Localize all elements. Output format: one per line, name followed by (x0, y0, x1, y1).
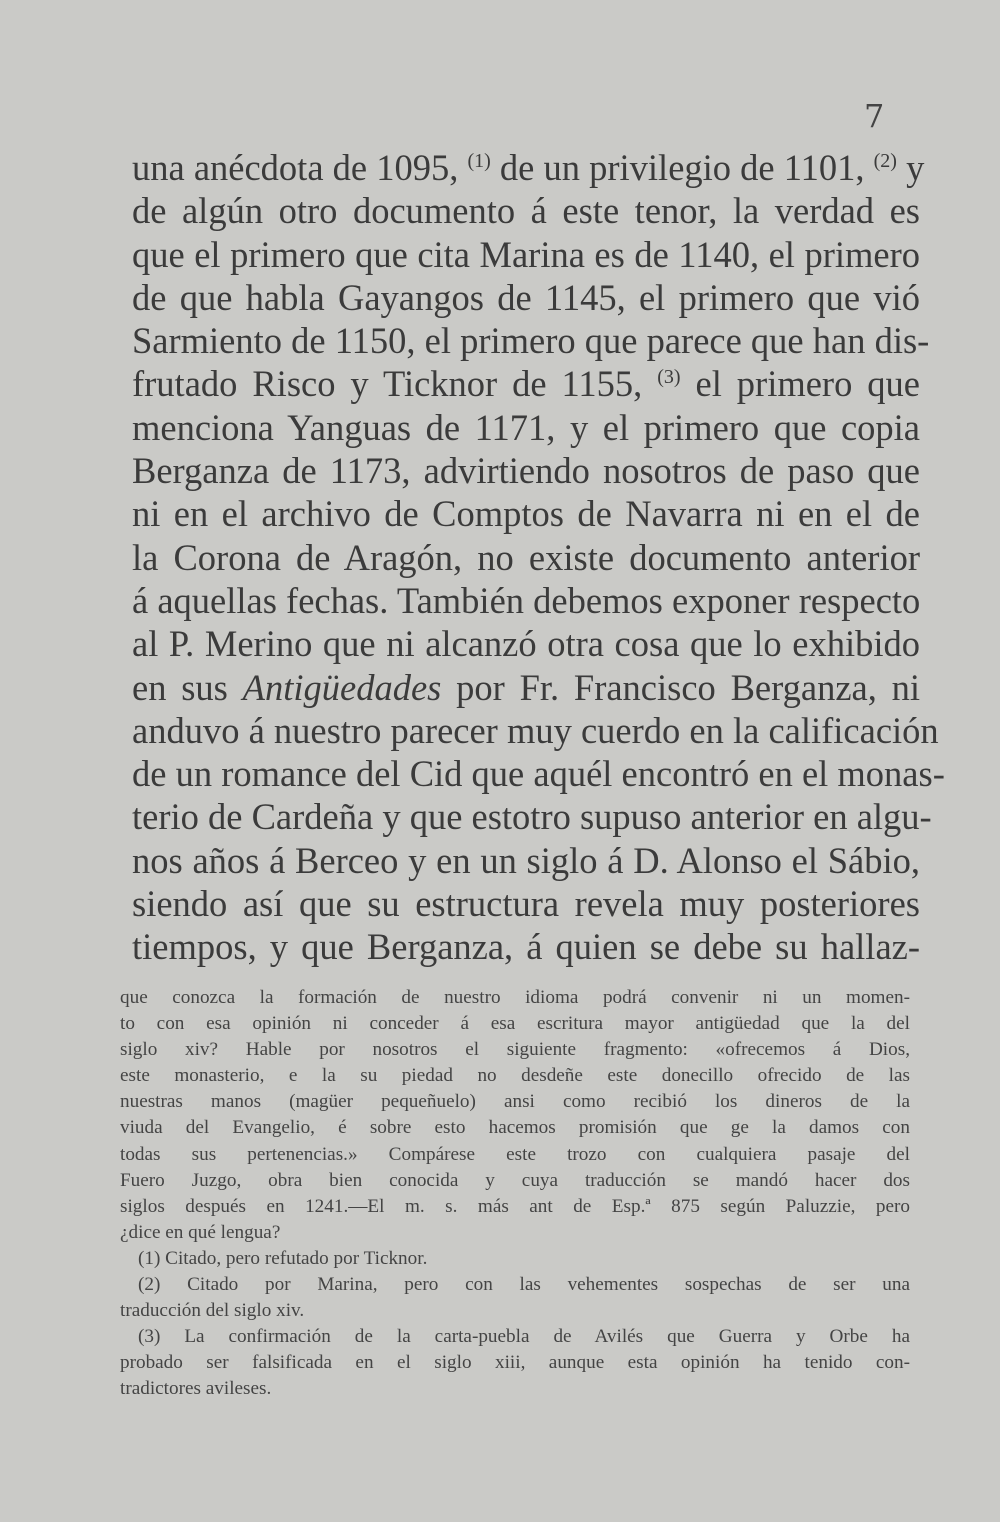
body-line: á aquellas fechas. También debemos exponer respecto (132, 579, 921, 621)
body-line: Sarmiento de 1150, el primero que parece que han dis- (132, 320, 930, 362)
footnote-2-cont: traducción del siglo xiv. (120, 1300, 305, 1322)
body-line: nos años á Berceo y en un siglo á D. Alonso el Sábio, (132, 839, 920, 881)
footnote-line: que conozca la formación de nuestro idioma podrá convenir ni un momen- (120, 987, 910, 1008)
body-line: menciona Yanguas de 1171, y el primero que copia (132, 406, 920, 448)
body-line: en sus Antigüedades por Fr. Francisco Berganza, ni (132, 666, 921, 708)
footnote-line: siglo xiv? Hable por nosotros el siguiente fragmento: «ofrecemos á Dios, (120, 1039, 910, 1061)
footnote-line: siglos después en 1241.—El m. s. más ant de Esp.ª 875 según Paluzzie, pero (120, 1195, 910, 1217)
footnote-ref-1: (1) (467, 149, 491, 172)
body-line: anduvo á nuestro parecer muy cuerdo en la calificación (132, 709, 939, 751)
body-line: Berganza de 1173, advirtiendo nosotros de paso que (132, 450, 920, 492)
footnote-ref-2: (2) (873, 149, 897, 172)
body-line: de que habla Gayangos de 1145, el primero que vió (132, 276, 920, 318)
body-line: que el primero que cita Marina es de 1140, el primero (132, 233, 920, 275)
body-line: la Corona de Aragón, no existe documento anterior (132, 536, 920, 578)
italic-title: Antigüedades (242, 666, 442, 708)
footnote-line: Fuero Juzgo, obra bien conocida y cuya traducción se mandó hacer dos (120, 1169, 910, 1191)
body-line: de algún otro documento á este tenor, la verdad es (132, 190, 920, 232)
footnote-line: este monasterio, e la su piedad no desdeñe este donecillo ofrecido de las (120, 1065, 910, 1087)
footnote-line: viuda del Evangelio, é sobre esto hacemos promisión que ge la damos con (120, 1117, 910, 1139)
footnote-1: (1) Citado, pero refutado por Ticknor. (138, 1247, 428, 1269)
footnote-line: ¿dice en qué lengua? (120, 1221, 281, 1243)
body-line: frutado Risco y Ticknor de 1155, $^{(3)}$ el primero que (132, 363, 920, 405)
body-line: al P. Merino que ni alcanzó otra cosa que lo exhibido (132, 623, 920, 665)
body-line: ni en el archivo de Comptos de Navarra ni en el de (132, 493, 920, 535)
footnote-3: (3) La confirmación de la carta-puebla de Avilés que Guerra y Orbe ha (138, 1326, 910, 1348)
footnote-line: to con esa opinión ni conceder á esa escritura mayor antigüedad que la del (120, 1013, 910, 1035)
footnote-ref-3: (3) (657, 366, 681, 389)
body-line: de un romance del Cid que aquél encontró en el monas- (132, 753, 945, 795)
footnotes (120, 985, 910, 1403)
body-line: una anécdota de 1095, $^{(1)}$ de un privilegio de 1101, $^{(2)}$ y (132, 147, 925, 188)
body-line: tiempos, y que Berganza, á quien se debe su hallaz- (132, 926, 920, 968)
body-line: terio de Cardeña y que estotro supuso anterior en algu- (132, 796, 932, 838)
body-text (132, 146, 945, 969)
page-number: 7 (864, 97, 885, 135)
footnote-line: todas sus pertenencias.» Compárese este trozo con cualquiera pasaje del (120, 1143, 910, 1165)
footnote-2: (2) Citado por Marina, pero con las vehementes sospechas de ser una (138, 1274, 910, 1296)
footnote-3-cont: tradictores avileses. (120, 1378, 272, 1400)
body-line: siendo así que su estructura revela muy posteriores (132, 883, 920, 925)
footnote-line: nuestras manos (magüer pequeñuelo) ansi como recibió los dineros de la (120, 1091, 910, 1113)
footnote-3-cont: probado ser falsificada en el siglo xiii, aunque esta opinión ha tenido con- (120, 1352, 910, 1374)
